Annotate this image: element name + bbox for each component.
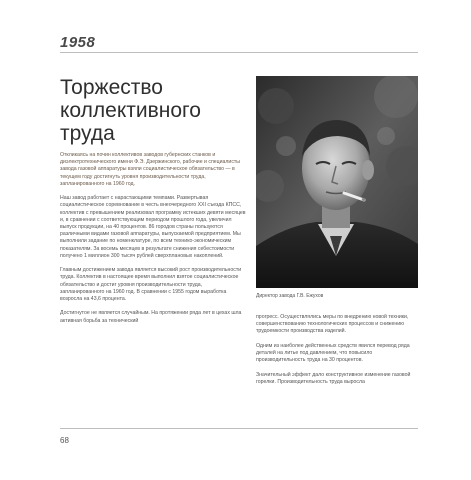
portrait-photo [256, 76, 418, 288]
title-line: коллективного [60, 99, 201, 122]
photo-caption: Директор завода Г.В. Ежухов [256, 293, 324, 299]
lead-paragraph: Откликаясь на почин коллективов заводов губернских станков и диэлектротехнического имени Ф.Э. Дзержинского, рабочие и специалисты завода газовой аппаратуры взяли социалистическое обязательство — в текущем году достигнуть уровня производительности труда, запланированного на 1960 год. [60, 152, 241, 187]
body-paragraph: прогресс. Осуществлялись меры по внедрению новой техники, совершенствованию технологических процессов и снижению трудоемкости производства изделий. [256, 314, 409, 335]
body-paragraph: Главным достижением завода является высокий рост производительности труда. Коллектив в настоящее время выполнил взятое социалистическое обязательство и достиг уровня производительности труда, запланированного на 1960 год. В сравнении с 1955 годом выработка возросла на 43,6 процента. [60, 267, 242, 303]
title-line: труда [60, 122, 115, 145]
body-paragraph: Достигнутое не является случайным. На протяжении ряда лет в цехах шла активная борьба за технический [60, 310, 242, 324]
left-column [60, 152, 247, 332]
section-year: 1958 [60, 34, 96, 51]
article-title [60, 76, 250, 145]
page-number: 68 [60, 436, 69, 445]
portrait-image [256, 76, 418, 288]
footer-rule [60, 428, 418, 429]
header-rule [60, 52, 418, 53]
right-column [256, 314, 418, 393]
title-line: Торжество [60, 76, 163, 99]
body-paragraph: Одним из наиболее действенных средств явился перевод ряда деталей на литье под давлением, что повысило производительность труда на 30 процентов. [256, 342, 410, 364]
body-paragraph: Значительный эффект дало конструктивное изменение газовой горелки. Производительность труда выросла [256, 371, 411, 385]
body-paragraph: Наш завод работает с нарастающими темпами. Развертывая социалистическое соревнование в честь внеочередного XXI съезда КПСС, коллектив с превышением реализовал программу истекших девяти месяцев и, в сравнении с соответствующим периодом прошлого года, увеличил выпуск продукции, на 40 процентов. 86 городов страны пользуются различными видами газовой аппаратуры, выпускаемой предприятием. Мы выполнили задание по номенклатуре, по всем технико-экономическим показателям. За восемь месяцев в результате снижения себестоимости получено 1 миллион 300 тысяч рублей сверхплановых накоплений. [60, 195, 246, 259]
